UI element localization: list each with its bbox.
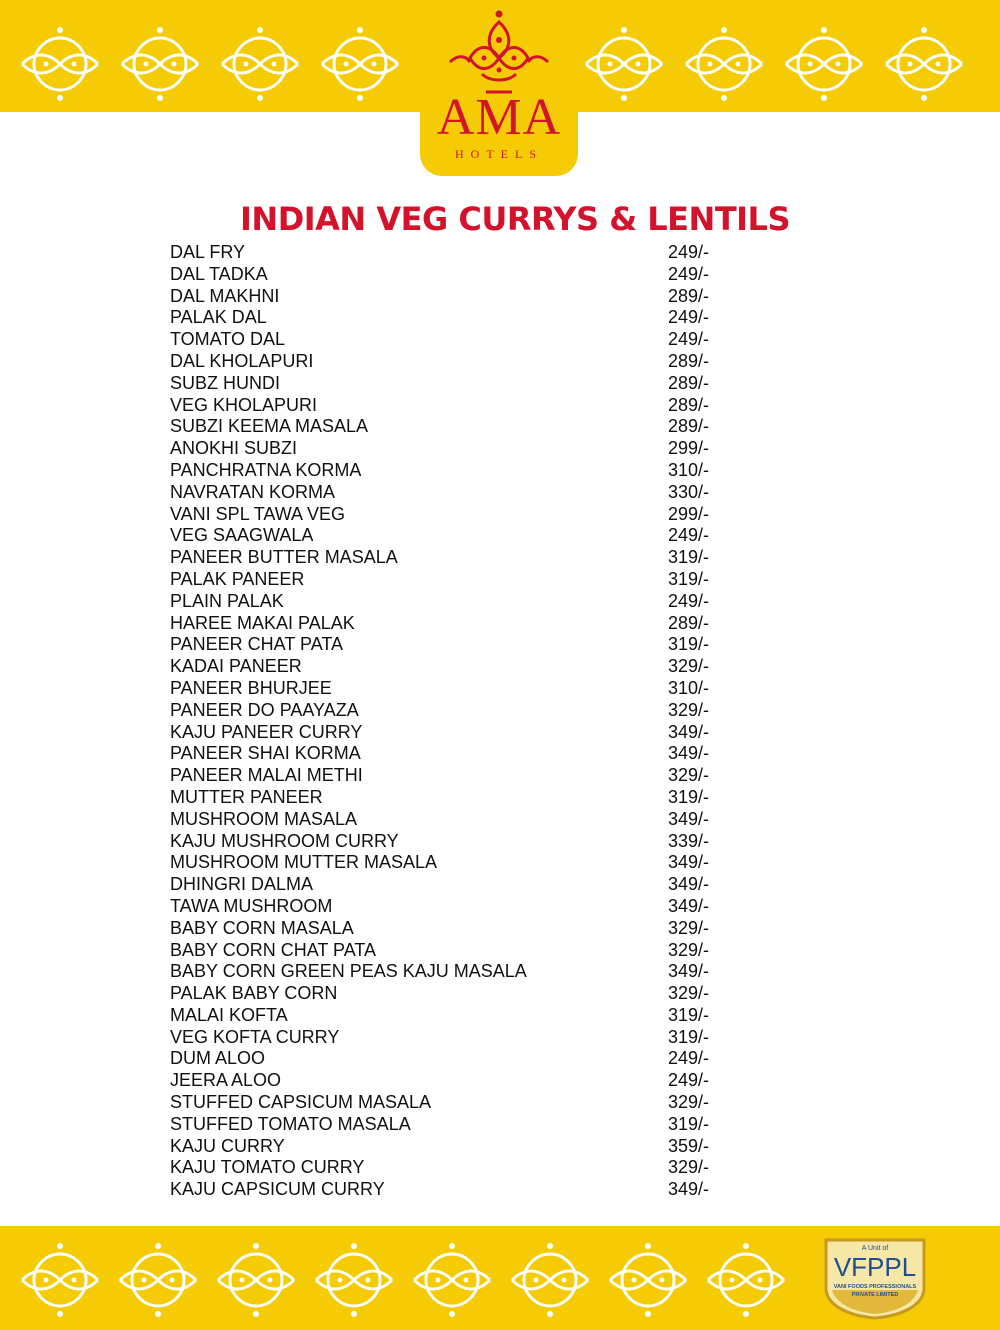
vfppl-unit-label: A Unit of xyxy=(861,1245,889,1252)
menu-item-price: 329/- xyxy=(668,699,710,720)
menu-item-price: 339/- xyxy=(668,830,710,851)
menu-item xyxy=(170,700,730,722)
menu-item-name: PLAIN PALAK xyxy=(170,590,284,611)
menu-item xyxy=(170,504,730,526)
menu-item xyxy=(170,852,730,874)
menu-item-name: BABY CORN GREEN PEAS KAJU MASALA xyxy=(170,961,527,982)
menu-item-price: 249/- xyxy=(668,590,710,611)
menu-item-price: 329/- xyxy=(668,765,710,786)
menu-item-price: 329/- xyxy=(668,656,710,677)
menu-item-name: MALAI KOFTA xyxy=(170,1004,288,1025)
menu-item-name: KAJU TOMATO CURRY xyxy=(170,1157,365,1178)
menu-item-price: 249/- xyxy=(668,1048,710,1069)
menu-item xyxy=(170,525,730,547)
menu-item-price: 349/- xyxy=(668,852,710,873)
menu-item xyxy=(170,1179,730,1201)
menu-item-price: 319/- xyxy=(668,634,710,655)
menu-item-price: 249/- xyxy=(668,307,710,328)
menu-item xyxy=(170,896,730,918)
menu-item xyxy=(170,1070,730,1092)
menu-item xyxy=(170,591,730,613)
menu-item-price: 319/- xyxy=(668,786,710,807)
vfppl-badge xyxy=(820,1236,930,1320)
menu-item-price: 249/- xyxy=(668,525,710,546)
menu-item-price: 249/- xyxy=(668,329,710,350)
menu-item-name: ANOKHI SUBZI xyxy=(170,438,298,459)
brand-name: AMA xyxy=(436,89,562,146)
kolam-pattern-top-left xyxy=(0,0,410,112)
menu-item-name: TAWA MUSHROOM xyxy=(170,895,333,916)
ama-logo-emblem xyxy=(420,0,578,100)
menu-item-name: MUTTER PANEER xyxy=(170,786,323,807)
menu-item-name: STUFFED TOMATO MASALA xyxy=(170,1113,411,1134)
menu-item xyxy=(170,634,730,656)
menu-item-price: 349/- xyxy=(668,721,710,742)
menu-item-name: VEG KHOLAPURI xyxy=(170,394,318,415)
menu-item-name: DAL TADKA xyxy=(170,263,268,284)
menu-item-name: STUFFED CAPSICUM MASALA xyxy=(170,1092,432,1113)
kolam-pattern-bottom xyxy=(0,1226,820,1330)
menu-item xyxy=(170,1114,730,1136)
menu-item-name: PALAK BABY CORN xyxy=(170,983,338,1004)
menu-item-name: VEG SAAGWALA xyxy=(170,525,314,546)
menu-item-price: 310/- xyxy=(668,459,710,480)
menu-item-name: PANEER MALAI METHI xyxy=(170,765,363,786)
menu-item-name: JEERA ALOO xyxy=(170,1070,282,1091)
menu-item-price: 319/- xyxy=(668,1004,710,1025)
menu-item-price: 289/- xyxy=(668,350,710,371)
menu-item-name: PALAK DAL xyxy=(170,307,267,328)
menu-item-price: 289/- xyxy=(668,285,710,306)
menu-item-name: MUSHROOM MASALA xyxy=(170,808,358,829)
vfppl-name: VFPPL xyxy=(833,1252,917,1282)
menu-item-name: SUBZI KEEMA MASALA xyxy=(170,416,369,437)
menu-item-name: DAL FRY xyxy=(170,242,246,262)
menu-item xyxy=(170,743,730,765)
menu-item-price: 329/- xyxy=(668,1157,710,1178)
menu-item-price: 289/- xyxy=(668,394,710,415)
menu-item-price: 330/- xyxy=(668,481,710,502)
menu-item-price: 289/- xyxy=(668,612,710,633)
menu-item xyxy=(170,438,730,460)
menu-item xyxy=(170,678,730,700)
menu-item-name: KAJU PANEER CURRY xyxy=(170,721,363,742)
menu-item-price: 249/- xyxy=(668,263,710,284)
menu-item xyxy=(170,656,730,678)
menu-item-price: 359/- xyxy=(668,1135,710,1156)
menu-item xyxy=(170,373,730,395)
menu-item-price: 329/- xyxy=(668,983,710,1004)
menu-item-price: 329/- xyxy=(668,939,710,960)
menu-item-price: 249/- xyxy=(668,1070,710,1091)
menu-item-price: 319/- xyxy=(668,1113,710,1134)
menu-item-price: 349/- xyxy=(668,808,710,829)
menu-item xyxy=(170,1005,730,1027)
menu-item-name: NAVRATAN KORMA xyxy=(170,481,336,502)
menu-item-price: 319/- xyxy=(668,1026,710,1047)
menu-item-price: 310/- xyxy=(668,677,710,698)
menu-item xyxy=(170,809,730,831)
menu-item xyxy=(170,307,730,329)
menu-item-price: 329/- xyxy=(668,1092,710,1113)
menu-item xyxy=(170,416,730,438)
menu-item-name: DAL KHOLAPURI xyxy=(170,350,314,371)
menu-item xyxy=(170,395,730,417)
menu-item-price: 329/- xyxy=(668,917,710,938)
menu-item-name: PANEER BUTTER MASALA xyxy=(170,547,398,568)
menu-item xyxy=(170,613,730,635)
menu-item-price: 349/- xyxy=(668,1179,710,1200)
menu-item-name: BABY CORN MASALA xyxy=(170,917,354,938)
menu-item xyxy=(170,983,730,1005)
menu-item-name: HAREE MAKAI PALAK xyxy=(170,612,355,633)
menu-item-name: KAJU CAPSICUM CURRY xyxy=(170,1179,385,1200)
menu-item-price: 289/- xyxy=(668,372,710,393)
menu-item-name: KADAI PANEER xyxy=(170,656,302,677)
menu-item xyxy=(170,547,730,569)
menu-item xyxy=(170,264,730,286)
menu-item xyxy=(170,874,730,896)
menu-item xyxy=(170,351,730,373)
menu-item xyxy=(170,918,730,940)
menu-item-name: DHINGRI DALMA xyxy=(170,874,314,895)
menu-item xyxy=(170,961,730,983)
menu-item-name: PANEER DO PAAYAZA xyxy=(170,699,359,720)
brand-subtitle: HOTELS xyxy=(455,147,543,161)
menu-item-name: TOMATO DAL xyxy=(170,329,286,350)
menu-item-name: DAL MAKHNI xyxy=(170,285,280,306)
menu-item-price: 319/- xyxy=(668,547,710,568)
menu-item-name: KAJU MUSHROOM CURRY xyxy=(170,830,399,851)
menu-item-name: PANEER SHAI KORMA xyxy=(170,743,361,764)
vfppl-line1: VANI FOODS PROFESSIONALS xyxy=(833,1284,917,1290)
menu-item xyxy=(170,765,730,787)
menu-item-name: PALAK PANEER xyxy=(170,568,305,589)
menu-item-name: PANCHRATNA KORMA xyxy=(170,459,362,480)
menu-item xyxy=(170,1027,730,1049)
menu-item-name: VEG KOFTA CURRY xyxy=(170,1026,340,1047)
menu-item xyxy=(170,569,730,591)
menu-item-name: PANEER BHURJEE xyxy=(170,677,332,698)
menu-item xyxy=(170,831,730,853)
menu-item-name: BABY CORN CHAT PATA xyxy=(170,939,377,960)
menu-item-price: 349/- xyxy=(668,895,710,916)
menu-list xyxy=(170,242,730,1201)
section-title: INDIAN VEG CURRYS & LENTILS xyxy=(240,200,790,238)
kolam-pattern-top-right xyxy=(580,0,1000,112)
menu-item-price: 299/- xyxy=(668,438,710,459)
menu-item-price: 349/- xyxy=(668,961,710,982)
menu-item-name: PANEER CHAT PATA xyxy=(170,634,344,655)
menu-item-price: 289/- xyxy=(668,416,710,437)
menu-item xyxy=(170,329,730,351)
menu-item-name: MUSHROOM MUTTER MASALA xyxy=(170,852,438,873)
menu-item xyxy=(170,482,730,504)
menu-item xyxy=(170,940,730,962)
menu-item xyxy=(170,286,730,308)
menu-item-name: SUBZ HUNDI xyxy=(170,372,281,393)
menu-item-price: 349/- xyxy=(668,874,710,895)
menu-item xyxy=(170,1136,730,1158)
menu-item xyxy=(170,242,730,264)
menu-item xyxy=(170,1048,730,1070)
menu-item-name: DUM ALOO xyxy=(170,1048,266,1069)
menu-item-name: KAJU CURRY xyxy=(170,1135,285,1156)
menu-item-price: 349/- xyxy=(668,743,710,764)
menu-item xyxy=(170,460,730,482)
menu-item xyxy=(170,787,730,809)
menu-item-price: 249/- xyxy=(668,242,710,262)
vfppl-line2: PRIVATE LIMITED xyxy=(851,1292,899,1298)
menu-item xyxy=(170,722,730,744)
menu-item-price: 319/- xyxy=(668,568,710,589)
menu-item-price: 299/- xyxy=(668,503,710,524)
menu-item-name: VANI SPL TAWA VEG xyxy=(170,503,346,524)
menu-item xyxy=(170,1157,730,1179)
menu-item xyxy=(170,1092,730,1114)
